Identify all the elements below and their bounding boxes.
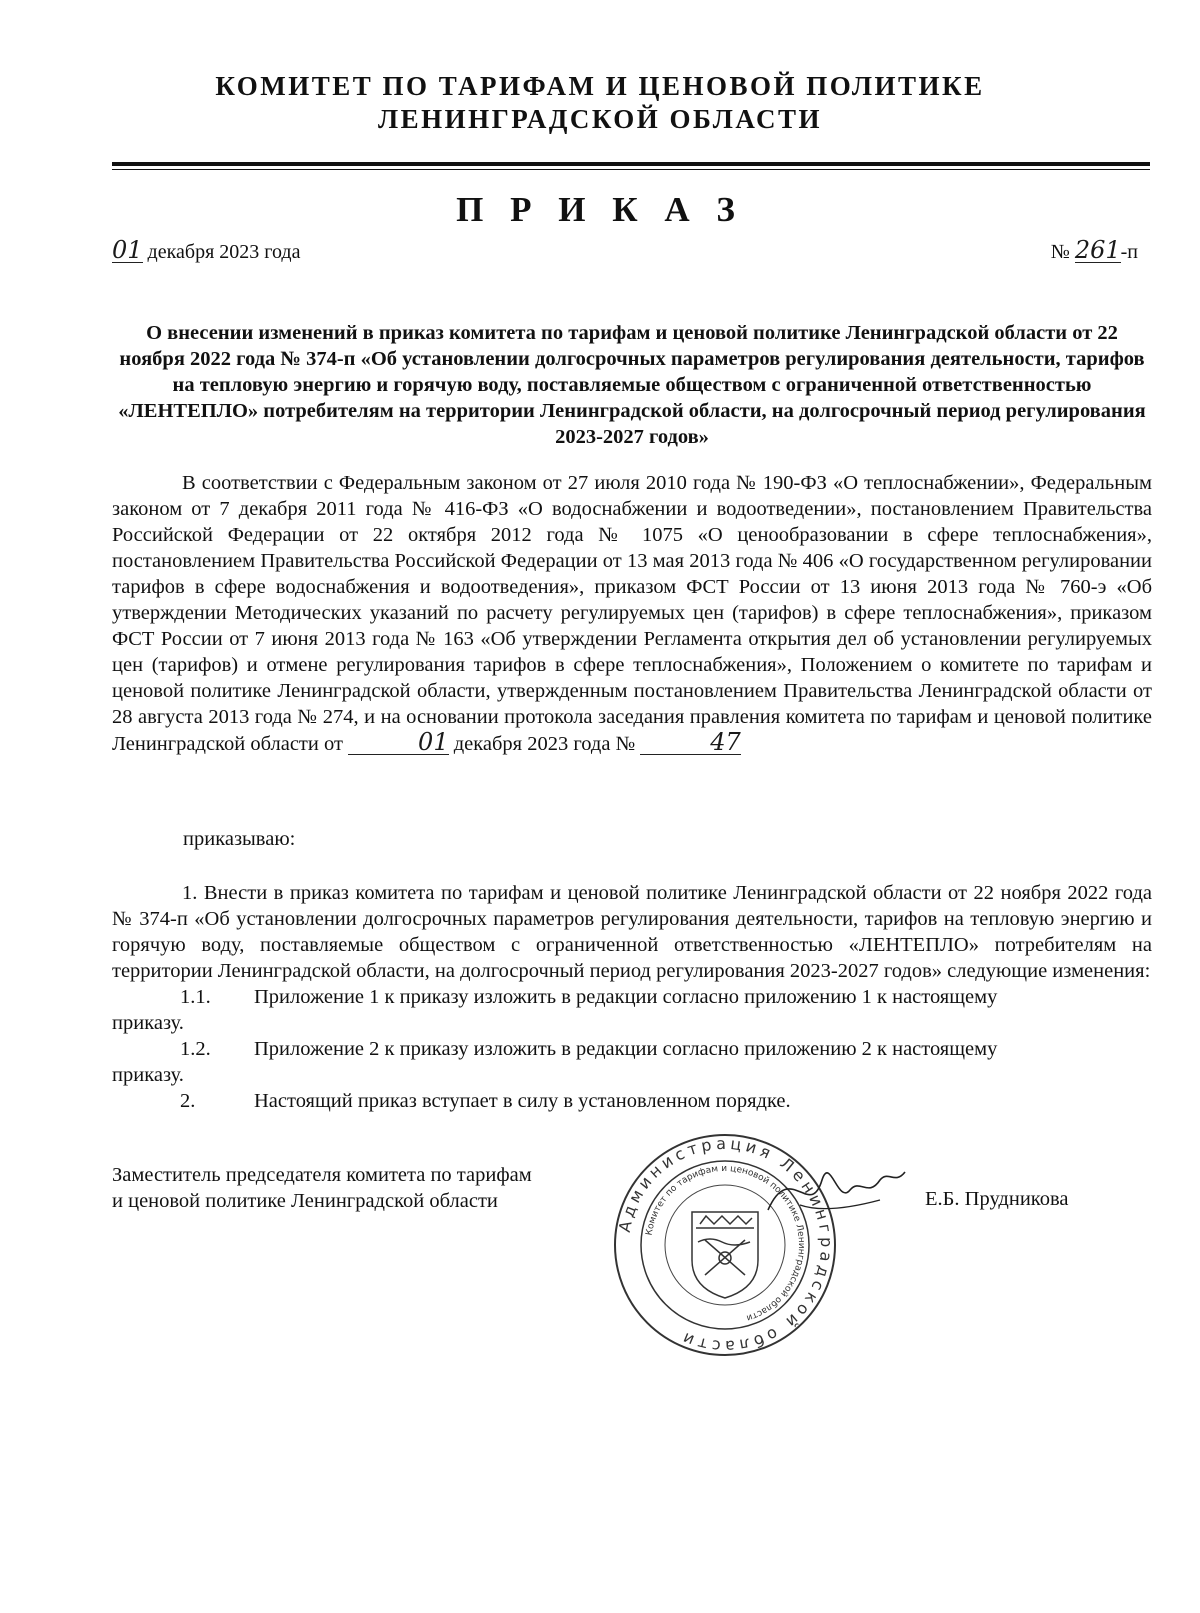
item-2-text: Настоящий приказ вступает в силу в установленном порядке. <box>254 1090 791 1112</box>
item-1-1-number: 1.1. <box>180 986 211 1008</box>
stamp-inner-path: Комитет по тарифам и ценовой политике Ленинградской области <box>644 1163 807 1323</box>
item-1-2-number: 1.2. <box>180 1038 211 1060</box>
signatory-position <box>112 1162 632 1214</box>
position-line-2: и ценовой политике Ленинградской области <box>112 1190 498 1212</box>
signatory-name: Е.Б. Прудникова <box>925 1188 1069 1210</box>
header-rule-thick <box>112 162 1150 166</box>
item-1-2-text: Приложение 2 к приказу изложить в редакции согласно приложению 2 к настоящему <box>254 1038 998 1060</box>
coat-of-arms-icon <box>692 1212 758 1298</box>
handwritten-signature <box>760 1150 910 1230</box>
position-line-1: Заместитель председателя комитета по тарифам <box>112 1164 532 1186</box>
document-subject: О внесении изменений в приказ комитета по тарифам и ценовой политике Ленинградской области от 22 ноября 2022 года № 374-п «Об установлении долгосрочных параметров регулирования деятельности, тарифов на тепловую энергию и горячую воду, поставляемые обществом с ограниченной ответственностью «ЛЕНТЕПЛО» потребителям на территории Ленинградской области, на долгосрочный период регулирования 2023-2027 годов» <box>118 322 1146 448</box>
decree-word: приказываю: <box>183 828 296 850</box>
date-rest: декабря 2023 года <box>147 241 301 263</box>
handwritten-protocol-day: 01 <box>348 730 449 755</box>
document-number <box>1051 238 1138 264</box>
preamble-middle: декабря 2023 года № <box>448 733 641 755</box>
preamble-paragraph <box>112 470 1152 757</box>
handwritten-day: 01 <box>112 236 143 264</box>
item-2 <box>112 1088 1152 1114</box>
item-1-2 <box>112 1036 1152 1062</box>
order-items <box>112 880 1152 1114</box>
document-date <box>112 238 300 264</box>
header-rule-thin <box>112 169 1150 170</box>
item-1-2-continuation: приказу. <box>112 1064 184 1086</box>
item-1-1-text: Приложение 1 к приказу изложить в редакции согласно приложению 1 к настоящему <box>254 986 998 1008</box>
handwritten-protocol-number: 47 <box>640 730 741 755</box>
document-type: П Р И К А З <box>456 190 744 229</box>
org-line-2: ЛЕНИНГРАДСКОЙ ОБЛАСТИ <box>377 104 823 134</box>
handwritten-number: 261 <box>1074 236 1121 264</box>
organization-header <box>0 70 1200 136</box>
item-1-1 <box>112 984 1152 1010</box>
number-suffix: -п <box>1120 241 1138 263</box>
preamble-text: В соответствии с Федеральным законом от 27 июля 2010 года № 190-ФЗ «О теплоснабжении», Федеральным законом от 7 декабря 2011 года № 416-ФЗ «О водоснабжении и водоотведении», постановлением Правительства Российской Федерации от 22 октября 2012 года № 1075 «О ценообразовании в сфере теплоснабжения», постановлением Правительства Российской Федерации от 13 мая 2013 года № 406 «О государственном регулировании тарифов в сфере водоснабжения и водоотведения», приказом ФСТ России от 13 июня 2013 года № 760-э «Об утверждении Методических указаний по расчету регулируемых цен (тарифов) в сфере теплоснабжения», приказом ФСТ России от 7 июня 2013 года № 163 «Об утверждении Регламента открытия дел об установлении регулируемых цен (тарифов) и отмене регулирования тарифов в сфере теплоснабжения», Положением о комитете по тарифам и ценовой политике Ленинградской области, утвержденным постановлением Правительства Ленинградской области от 28 августа 2013 года № 274, и на основании протокола заседания правления комитета по тарифам и ценовой политике Ленинградской области от <box>112 472 1152 755</box>
stamp-outer-path: Администрация Ленинградской области <box>614 1133 837 1357</box>
item-1: 1. Внести в приказ комитета по тарифам и ценовой политике Ленинградской области от 22 ноября 2022 года № 374-п «Об установлении долгосрочных параметров регулирования деятельности, тарифов на тепловую энергию и горячую воду, поставляемые обществом с ограниченной ответственностью «ЛЕНТЕПЛО» потребителям на территории Ленинградской области, на долгосрочный период регулирования 2023-2027 годов» следующие изменения: <box>112 882 1152 982</box>
number-prefix: № <box>1050 241 1075 263</box>
item-1-1-continuation: приказу. <box>112 1012 184 1034</box>
org-line-1: КОМИТЕТ ПО ТАРИФАМ И ЦЕНОВОЙ ПОЛИТИКЕ <box>215 71 985 101</box>
item-2-number: 2. <box>180 1090 196 1112</box>
